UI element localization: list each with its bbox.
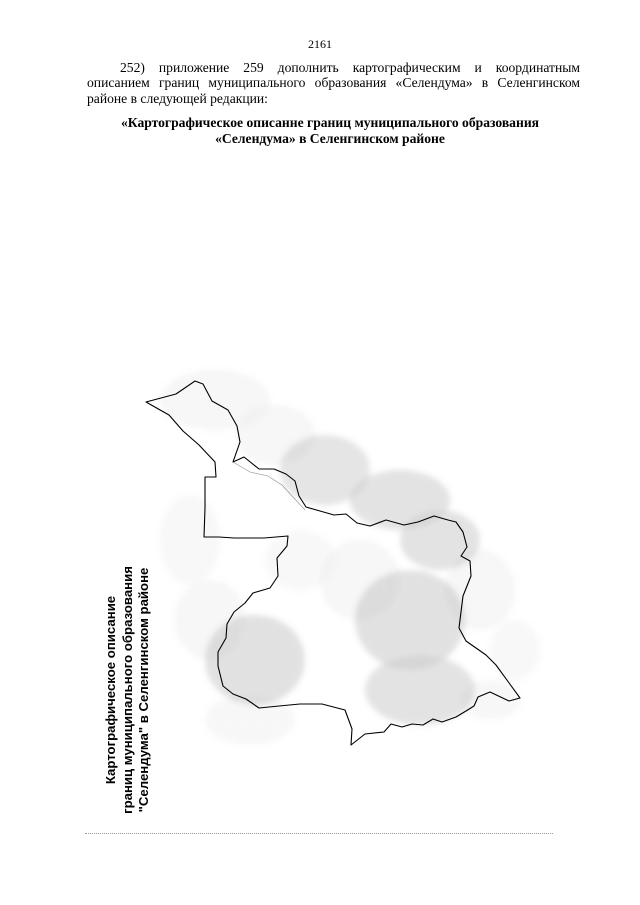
- terrain-shading: [160, 370, 540, 745]
- heading-line-2: «Селендума» в Селенгинском районе: [215, 131, 445, 146]
- intro-paragraph: 252) приложение 259 дополнить картографическим и координатным описанием границ муниципального образования «Селендума» в Селенгинском районе в следующей редакции:: [87, 60, 580, 106]
- map-caption-line-2: границ муниципального образования: [119, 566, 135, 814]
- bottom-divider: [85, 833, 553, 834]
- map-caption: [103, 560, 153, 820]
- map-caption-line-1: Картографическое описание: [103, 595, 119, 785]
- page-number: 2161: [308, 37, 332, 51]
- map-caption-line-3: "Селендума" в Селенгинском районе: [136, 567, 152, 813]
- heading-line-1: «Картографическое описанне границ муниципального образования: [120, 115, 540, 130]
